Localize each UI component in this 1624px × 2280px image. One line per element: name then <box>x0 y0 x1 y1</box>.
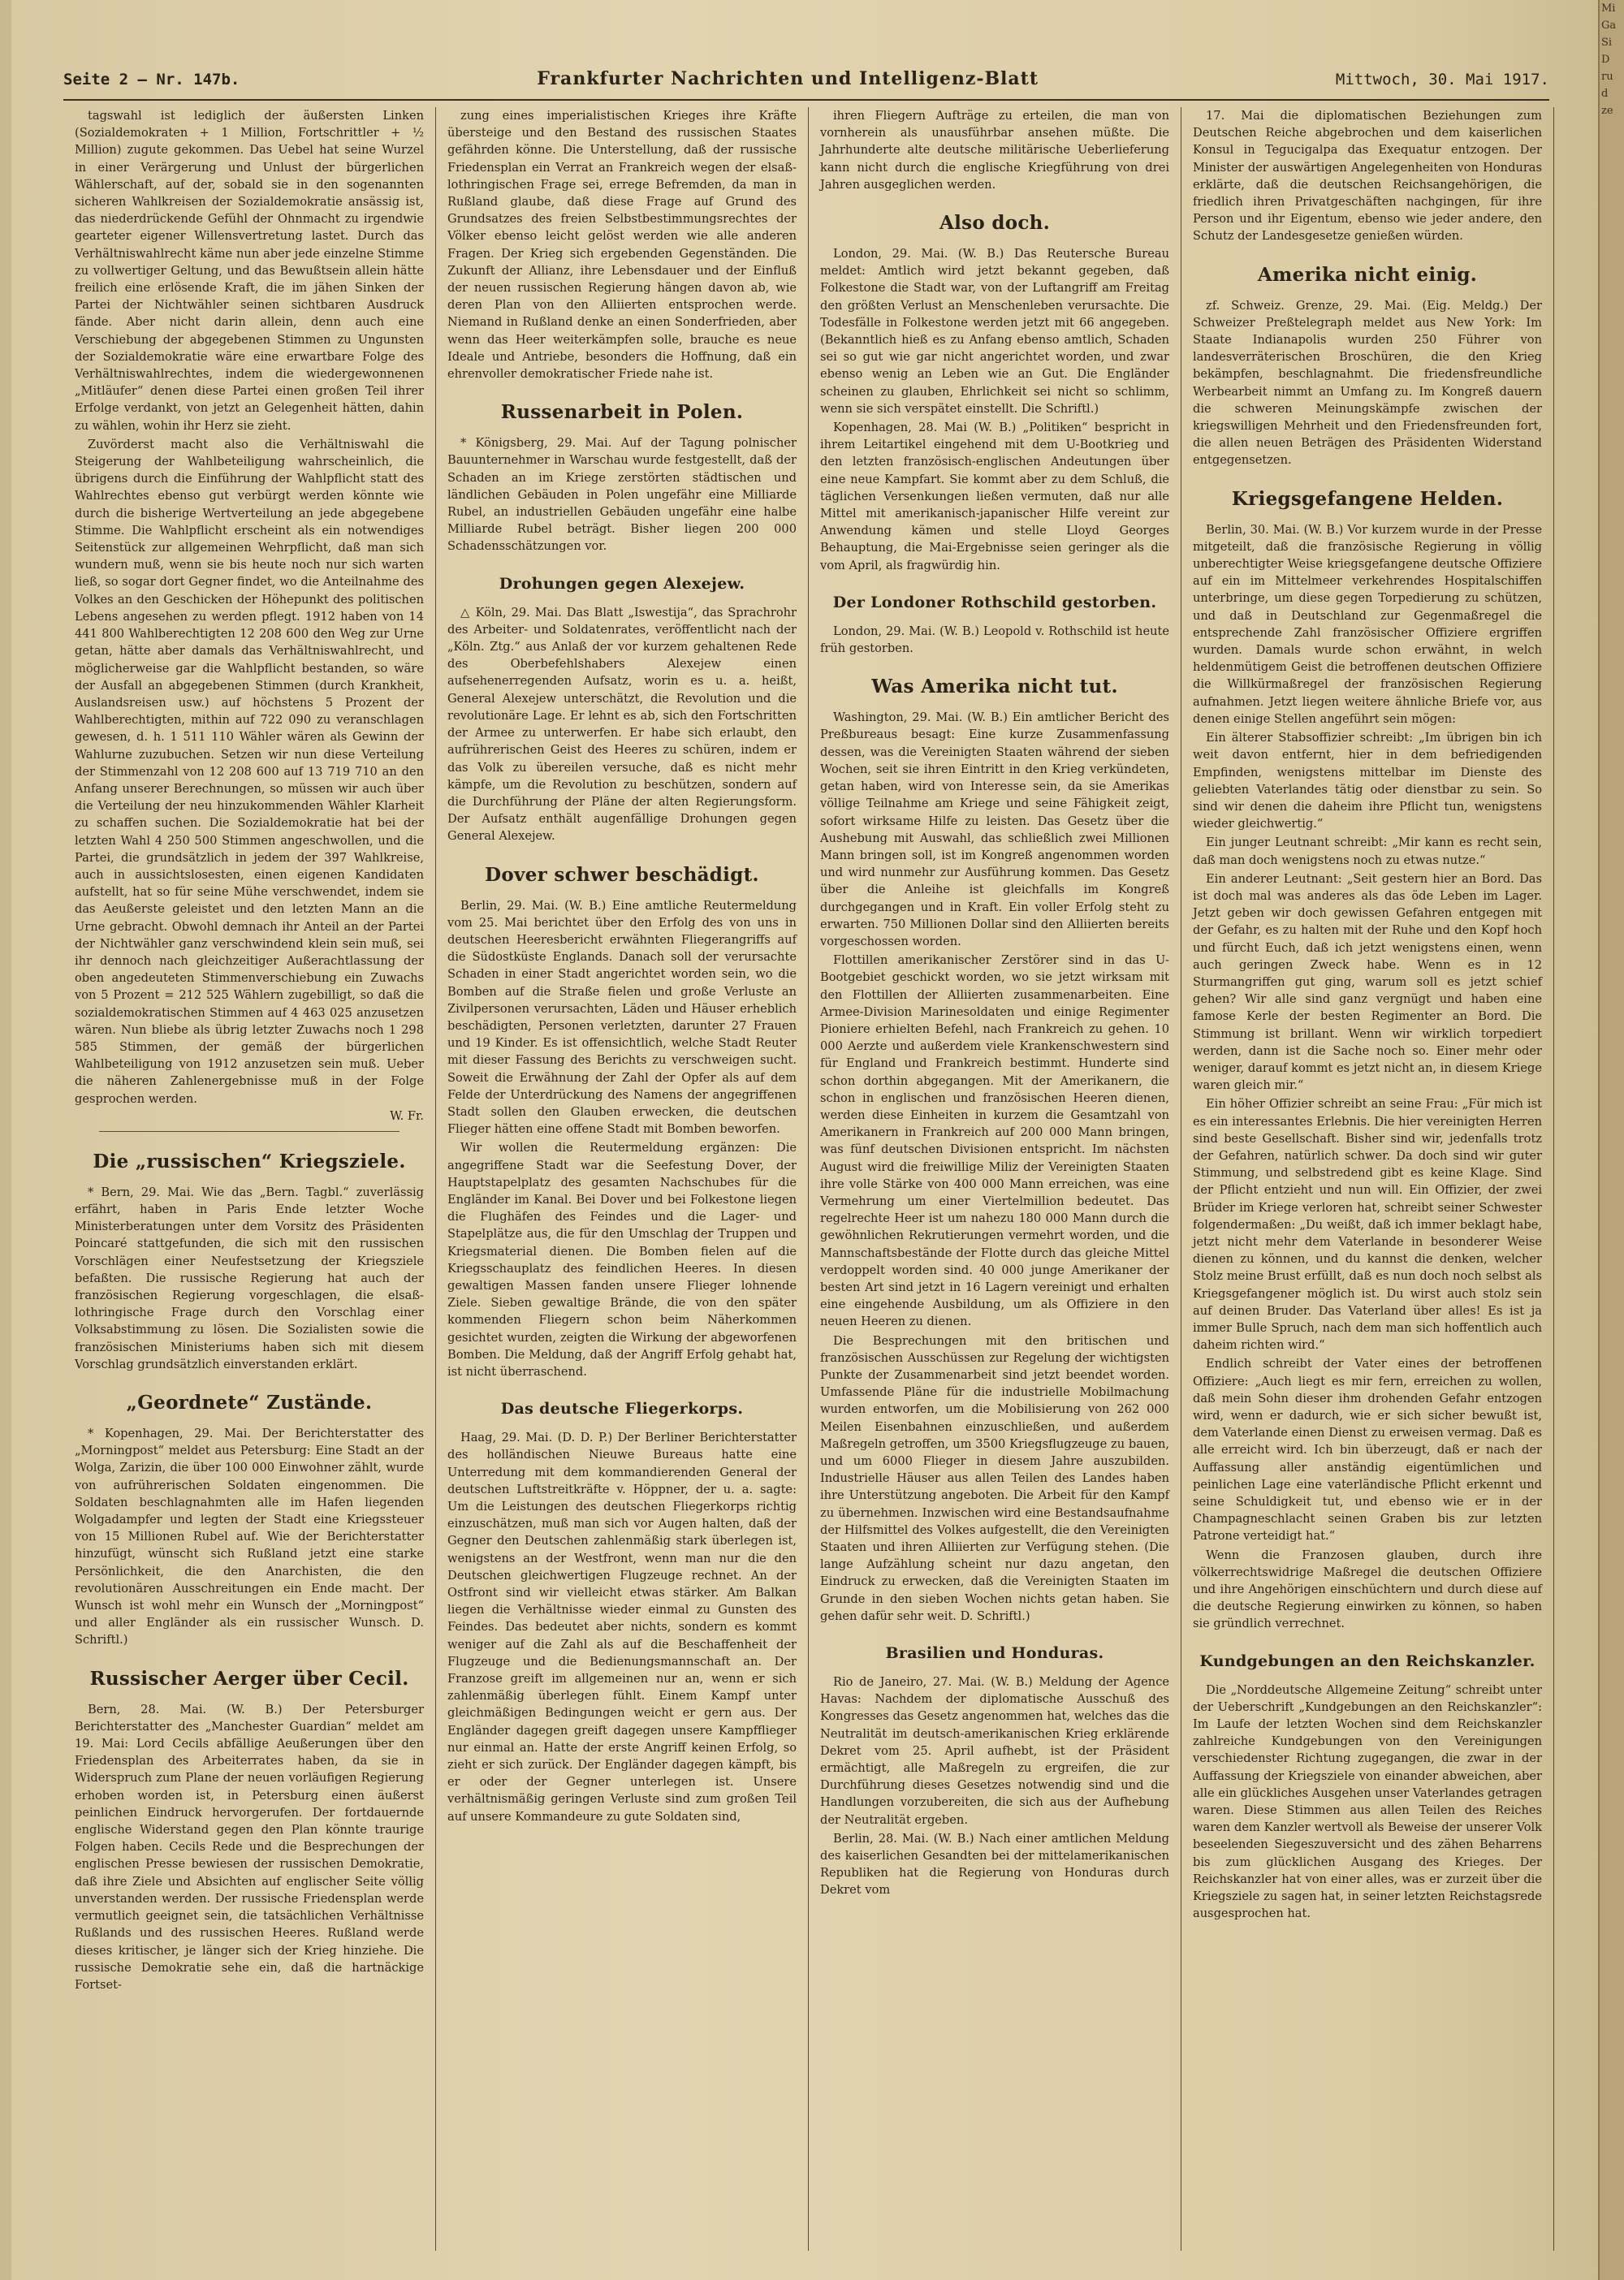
article-text: Ein älterer Stabsoffizier schreibt: „Im übrigen bin ich weit davon entfernt, hier in dem befriedigenden Empfinden, wenigstens mittelbar im Dienste des geliebten Vaterlandes tätig oder dienstbar zu sein. So sind wir denen die daheim ihre Pflicht tun, wenigstens wieder gleichwertig.“ <box>1193 731 1542 831</box>
article-text: London, 29. Mai. (W. B.) Leopold v. Rothschild ist heute früh gestorben. <box>820 624 1169 656</box>
article-text: Endlich schreibt der Vater eines der betroffenen Offiziere: „Auch liegt es mir fern, erreichen zu wollen, daß mein Sohn dieser ihm drohenden Gefahr entzogen wird, wenn er dadurch, wie er sich sicher bewußt ist, dem Vaterlande einen Dienst zu erweisen vermag. Daß es alle erreicht wird. Ich bin überzeugt, daß er nach der Auffassung aller anständig eigentümlichen und peinlichen Lage eine vaterländische Pflicht erkennt und seine Schuldigkeit tut, und ebenso wie er in der Champagneschlacht seinen Graben bis zur letzten Patrone verteidigt hat.“ <box>1193 1357 1542 1544</box>
edge-fragment: Mi <box>1601 2 1616 15</box>
article-text: * Kopenhagen, 29. Mai. Der Berichterstatter des „Morningpost“ meldet aus Petersburg: Eine Stadt an der Wolga, Zarizin, die über 100 000 Einwohner zählt, wurde von aufrührerischen Soldaten eingenommen. Die Soldaten beschlagnahmten alle im Hafen liegenden Wolgadampfer und legten der Stadt eine Kriegssteuer von 15 Millionen Rubel auf. Wie der Berichterstatter hinzufügt, wünscht sich Rußland jetzt eine starke Persönlichkeit, die den Anarchisten, die den revolutionären Ausschreitungen ein Ende macht. Der Wunsch ist wohl mehr ein Wunsch der „Morningpost“ und aller Engländer als ein russischer Wunsch. D. Schriftl.) <box>75 1427 424 1647</box>
article-text: Die „Norddeutsche Allgemeine Zeitung“ schreibt unter der Ueberschrift „Kundgebungen an den Reichskanzler“: Im Laufe der letzten Wochen sind dem Reichskanzler zahlreiche Kundgebungen von den Vereinigungen verschiedenster Richtung zugegangen, die zwar in der Auffassung der Kriegsziele von einander abweichen, aber alle ein glückliches Ausgehen unser Vaterlandes getragen waren. Diese Stimmen aus allen Teilen des Reiches waren dem Kanzler wertvoll als Beweise der unserer Volk beseelenden Siegeszuversicht und des zähen Beharrens bis zum glücklichen Ausgang des Krieges. Der Reichskanzler hat von einer alles, was er zurzeit über die Kriegsziele zu sagen hat, in seiner letzten Reichstagsrede ausgesprochen hat. <box>1193 1682 1542 1921</box>
adjacent-page-edge <box>1598 0 1624 2280</box>
column-1 <box>63 107 436 2251</box>
headline: Also doch. <box>939 212 1051 235</box>
headline: Russischer Aerger über Cecil. <box>89 1667 409 1690</box>
article-text: Ein anderer Leutnant: „Seit gestern hier an Bord. Das ist doch mal was anderes als das öde Leben im Lager. Jetzt geben wir doch gewissen Gefahren entgegen mit der Gefahr, es zu halten mit der Ruhe und den Kopf hoch und fürcht Euch, daß ich jetzt wenigstens einen, wenn auch geringen Zweck habe. Wenn es in 12 Sturmangriffen gut ging, warum soll es jetzt schief gehen? Wir alle sind ganz vergnügt und haben eine famose Kerle der besten Regimenter an Bord. Die Stimmung ist brillant. Wenn wir wirklich torpediert werden, dann ist die Sache noch so. Einer mehr oder weniger, darauf kommt es jetzt nicht an, in diesem Kriege waren gleich mir.“ <box>1193 871 1542 1093</box>
headline: Brasilien und Honduras. <box>885 1644 1104 1663</box>
article-text: Zuvörderst macht also die Verhältniswahl die Steigerung der Wahlbeteiligung wahrscheinlich, die übrigens durch die Einführung der Wahlpflicht statt des Wahlrechtes ebenso gut verbürgt werden könnte wie durch die bisherige Wertverteilung an jede abgegebene Stimme. Die Wahlpflicht erscheint als ein notwendiges Seitenstück zur allgemeinen Wehrpflicht, daß man sich wundern muß, wenn sie bis heute noch nur sich warten ließ, so sogar dort Gegner findet, wo die Anteilnahme des Volkes an den Geschicken der Höhepunkt des politischen Lebens angesehen zu werden pflegt. 1912 haben von 14 441 800 Wahlberechtigten 12 208 600 den Weg zur Urne getan, hätte aber damals das Verhältniswahlrecht, und möglicherweise gar die Wahlpflicht bestanden, so wäre der Ausfall an abgegebenen Stimmen (durch Krankheit, Auslandsreisen usw.) auf höchstens 5 Prozent der Wahlberechtigten, mithin auf 722 090 zu veranschlagen gewesen, d. h. 1 511 110 Wähler wären als Gewinn der Wahlurne zuzubuchen. Setzen wir nun diese Verteilung der Stimmenzahl von 12 208 600 auf 13 719 710 an den Anfang unserer Berechnungen, so müssen wir auch über die Verteilung der neu hinzukommenden Wähler Klarheit zu schaffen suchen. Die Sozialdemokratie hat bei der letzten Wahl 4 250 500 Stimmen angeschwollen, und die Partei, die grundsätzlich in jedem der 397 Wahlkreise, auch in aussichtslosesten, einen eigenen Kandidaten aufstellt, hat so für seine Mühe verschwendet, indem sie das Aeußerste geleistet und den letzten Mann an die Urne gebracht. Obwohl demnach ihr Anteil an der Partei der Nichtwähler ganz verschwindend klein sein muß, sei ihr dennoch nach gleichzeitiger Außerachtlassung der oben angedeuteten Stimmenverschiebung ein Zuwachs von 5 Prozent = 212 525 Wählern zugebilligt, so daß die sozialdemokratischen Stimmen auf 4 463 025 anzusetzen wären. Nun bliebe als übrig letzter Zuwachs noch 1 298 585 Stimmen, der gemäß der bürgerlichen Wahlbeteiligung von 1912 anzusetzen sein muß. Ueber die näheren Zahlenergebnisse muß in der Folge gesprochen werden. <box>75 437 424 1106</box>
author-signature: W. Fr. <box>390 1108 424 1123</box>
article-text: Berlin, 29. Mai. (W. B.) Eine amtliche Reutermeldung vom 25. Mai berichtet über den Erfolg des von uns in deutschen Heeresbericht erwähnten Fliegerangriffs auf die Südostküste Englands. Danach soll der verursachte Schaden in einer Stadt angerichtet worden sein, wo die Bomben auf die Straße fielen und große Verluste an Zivilpersonen verursachten, Läden und Häuser erheblich beschädigten, Personen verletzten, darunter 27 Frauen und 19 Kinder. Es ist offensichtlich, welche Stadt Reuter mit dieser Fassung des Berichts zu verschweigen sucht. Soweit die Erwähnung der Zahl der Opfer als auf dem Felde der Unterdrückung des Namens der angegriffenen Stadt sollen den Glauben erwecken, die deutschen Flieger hätten eine offene Stadt mit Bomben beworfen. <box>447 898 797 1137</box>
article-text: Washington, 29. Mai. (W. B.) Ein amtlicher Bericht des Preßbureaus besagt: Eine kurze Zusammenfassung dessen, was die Vereinigten Staaten während der sieben Wochen, seit sie ihren Eintritt in den Krieg verkündeten, getan haben, wird von Interesse sein, da sie Amerikas völlige Teilnahme am Kriege und seine Fähigkeit zeigt, sofort wirksame Hilfe zu leisten. Das Gesetz über die Aushebung mit Auswahl, das schließlich zwei Millionen Mann bringen soll, ist im Kongreß angenommen worden und wird nunmehr zur Ausführung kommen. Das Gesetz über die Anleihe ist gleichfalls im Kongreß durchgegangen und in Kraft. Ein voller Erfolg steht zu erwarten. 750 Millionen Dollar sind den Alliierten bereits vorgeschossen worden. <box>820 710 1169 948</box>
article-text: Flottillen amerikanischer Zerstörer sind in das U-Bootgebiet geschickt worden, wo sie jetzt wirksam mit den Flottillen der Alliierten zusammenarbeiten. Eine Armee-Division Marinesoldaten und einige Regimenter Pioniere erhielten Befehl, nach Frankreich zu gehen. 10 000 Aerzte und außerdem viele Krankenschwestern sind für England und Frankreich bestimmt. Hunderte sind schon dorthin abgegangen. Mit der Amerikanern, die schon in englischen und französischen Heeren dienen, werden diese Einheiten in kurzem die Gesamtzahl von Amerikanern in Frankreich auf 200 000 Mann bringen, was fünf deutschen Divisionen entspricht. Im nächsten August wird die freiwillige Miliz der Vereinigten Staaten ihre volle Stärke von 400 000 Mann erreichen, was eine Vermehrung um einer Viertelmillion bedeutet. Das regelrechte Heer ist um nahezu 180 000 Mann durch die gewöhnlichen Rekrutierungen vermehrt worden, und die Mannschaftsbestände der Flotte durch das gleiche Mittel verdoppelt worden sind. 40 000 junge Amerikaner der besten Art sind jetzt in 16 Lagern vereinigt und erhalten eine eingehende Ausbildung, um als Offiziere in den neuen Heeren zu dienen. <box>820 953 1169 1329</box>
issue-date: Mittwoch, 30. Mai 1917. <box>1335 71 1549 89</box>
article-text: * Königsberg, 29. Mai. Auf der Tagung polnischer Bauunternehmer in Warschau wurde festgestellt, daß der Schaden an im Kriege zerstörten städtischen und ländlichen Gebäuden in Polen ungefähr eine Milliarde Rubel, an industriellen Gebäuden ungefähr eine halbe Milliarde Rubel beträgt. Bisher liegen 200 000 Schadensschätzungen vor. <box>447 436 797 554</box>
edge-fragment: Si <box>1601 37 1613 49</box>
article-text: Bern, 28. Mai. (W. B.) Der Petersburger Berichterstatter des „Manchester Guardian“ meldet am 19. Mai: Lord Cecils abfällige Aeußerungen über den Friedensplan des Arbeiterrates haben, da sie in Widerspruch zum Plane der neuen vorläufigen Regierung erhoben worden ist, in Petersburg einen äußerst peinlichen Eindruck hervorgerufen. Der fortdauernde englische Widerstand gegen den Plan könnte traurige Folgen haben. Cecils Rede und die Besprechungen der englischen Presse bewiesen der russischen Demokratie, daß ihre Ziele und Absichten auf englischer Seite völlig unverstanden werden. Der russische Friedensplan werde vermutlich geeignet sein, die tatsächlichen Verhältnisse Rußlands und des russischen Heeres. Rußland werde dieses kritischer, je länger sich der Krieg hinziehe. Die russische Demokratie sehe ein, daß die hartnäckige Fortset- <box>75 1702 424 1992</box>
article-text: Ein junger Leutnant schreibt: „Mir kann es recht sein, daß man doch wenigstens noch zu etwas nutze.“ <box>1193 836 1542 867</box>
newspaper-title: Frankfurter Nachrichten und Intelligenz-Blatt <box>537 68 1039 89</box>
edge-fragment: D <box>1601 54 1610 66</box>
headline: Kundgebungen an den Reichskanzler. <box>1199 1652 1535 1670</box>
headline: Der Londoner Rothschild gestorben. <box>832 593 1157 611</box>
article-text: zung eines imperialistischen Krieges ihre Kräfte übersteige und den Bestand des russischen Staates gefährden könne. Die Unterstellung, daß der russische Friedensplan ein Verrat an Frankreich wegen der elsaß-lothringischen Frage sei, errege Befremden, da man in Rußland glaube, daß diese Frage auf Grund des Grundsatzes des freien Selbstbestimmungsrechtes der Völker ebenso leicht gelöst werden wie alle anderen Fragen. Der Krieg sich ergebenden Gegenständen. Die Zukunft der Allianz, ihre Lebensdauer und der Einfluß der neuen russischen Regierung hängen davon ab, wie deren Plan von den Alliierten entsprochen werde. Niemand in Rußland denke an einen Sonderfrieden, aber wenn das Heer weiterkämpfen solle, brauche es neue Ideale und Antriebe, besonders die Hoffnung, daß ein ehrenvoller demokratischer Friede nahe ist. <box>447 109 797 382</box>
masthead <box>63 68 1549 101</box>
divider <box>99 1131 400 1132</box>
headline: Dover schwer beschädigt. <box>485 863 759 886</box>
edge-fragment: ru <box>1601 71 1613 83</box>
article-text: zf. Schweiz. Grenze, 29. Mai. (Eig. Meldg.) Der Schweizer Preßtelegraph meldet aus New York: Im Staate Indianapolis wurden 250 Führer von landesverräterischen Broschüren, die den Krieg bekämpfen, beschlagnahmt. Die friedensfreundliche Werbearbeit nimmt an Umfang zu. Im Kongreß dauern die schweren Meinungskämpfe zwischen der kriegswilligen Mehrheit und den Friedensfreunden fort, die allen neuen Beträgen des Präsidenten Widerstand entgegensetzen. <box>1193 298 1542 468</box>
article-text: Ein höher Offizier schreibt an seine Frau: „Für mich ist es ein interessantes Erlebnis. Die hier vereinigten Herren sind beste Gesellschaft. Bisher sind wir, jedenfalls trotz der Gefahren, natürlich schwer. Da doch sind wir guter Stimmung, und selbstredend gibt es keine Klage. Sind der Pflicht entzieht und nun will. Ein Offizier, der zwei Brüder im Kriege verloren hat, schreibt seiner Schwester folgendermaßen: „Du weißt, daß ich immer beklagt habe, jetzt nicht mehr dem Vaterlande in besonderer Weise dienen zu können, und du kannst die denken, welcher Stolz meine Brust erfüllt, daß es nun doch noch selbst als Kriegsgefangener möglich ist. Du wirst auch stolz sein auf deinen Bruder. Das Vaterland über alles! Es ist ja immer Bulle Spruch, nach dem man sich hoffentlich auch daheim richten wird.“ <box>1193 1097 1542 1353</box>
edge-fragment: d <box>1601 88 1609 100</box>
article-text: Die Besprechungen mit den britischen und französischen Ausschüssen zur Regelung der wichtigsten Punkte der Zusammenarbeit sind jetzt beendet worden. Umfassende Pläne für die industrielle Mobilmachung wurden entworfen, um die Mobilisierung von 262 000 Meilen Eisenbahnen einzuschließen, und außerdem Maßregeln getroffen, um 3500 Kriegsflugzeuge zu bauen, und um 6000 Flieger in diesem Jahre auszubilden. Industrielle Häuser aus allen Teilen des Landes haben ihre Unterstützung angeboten. Die Arbeit für den Kampf zu übernehmen. Inzwischen wird eine Bestandsaufnahme der Hilfsmittel des Volkes aufgestellt, die den Vereinigten Staaten und ihren Alliierten zur Verfügung stehen. (Die lange Aufzählung scheint nur dazu angetan, den Eindruck zu erwecken, daß die Vereinigten Staaten im Grunde in den sieben Wochen nichts getan haben. Sie gehen dafür sehr weit. D. Schriftl.) <box>820 1333 1169 1623</box>
page-number: Seite 2 — Nr. 147b. <box>63 71 240 89</box>
column-2 <box>436 107 809 2251</box>
article-text: ihren Fliegern Aufträge zu erteilen, die man von vornherein als unausführbar ansehen müßte. Die Jahrhunderte alte deutsche militärische Ueberlieferung kann nicht durch die englische Kriegführung von drei Jahren ausgeglichen werden. <box>820 109 1169 192</box>
article-text: tagswahl ist lediglich der äußersten Linken (Sozialdemokraten + 1 Million, Fortschrittler + ½ Million) zugute gekommen. Das Uebel hat seine Wurzel in einer Verärgerung und Unlust der bürgerlichen Wählerschaft, auf der, sobald sie in den sogenannten sicheren Wahlkreisen der Sozialdemokratie ansässig ist, das niederdrückende Gefühl der Ohnmacht zu irgendwie gearteter eigener Willensvertretung lastet. Durch das Verhältniswahlrecht käme nun aber jede einzelne Stimme zu vollwertiger Geltung, und das Bewußtsein allein hätte freilich eine erlösende Kraft, die im jähen Sinken der Partei der Nichtwähler seinen sichtbaren Ausdruck fände. Aber nicht darin allein, denn auch eine Verschiebung der abgegebenen Stimmen zu Ungunsten der Sozialdemokratie wäre eine erwartbare Folge des Verhältniswahlrechtes, indem die wiedergewonnenen „Mitläufer“ denen diese Partei einen großen Teil ihrer Erfolge verdankt, von jetzt an Gelegenheit hätten, dahin zu wählen, wohin ihr Herz sie zieht. <box>75 109 424 433</box>
article-text: Wenn die Franzosen glauben, durch ihre völkerrechtswidrige Maßregel die deutschen Offiziere und ihre Angehörigen einschüchtern und durch diese auf die deutsche Regierung einwirken zu können, so haben sie gründlich verrechnet. <box>1193 1548 1542 1631</box>
headline: Amerika nicht einig. <box>1257 263 1478 286</box>
article-text: Berlin, 28. Mai. (W. B.) Nach einer amtlichen Meldung des kaiserlichen Gesandten bei der mittelamerikanischen Republiken hat die Regierung von Honduras durch Dekret vom <box>820 1831 1169 1898</box>
article-columns <box>63 107 1554 2251</box>
article-text: Rio de Janeiro, 27. Mai. (W. B.) Meldung der Agence Havas: Nachdem der diplomatische Ausschuß des Kongresses das Gesetz angenommen hat, welches das die Neutralität im deutsch-amerikanischen Krieg erklärende Dekret vom 25. April aufhebt, ist der Präsident ermächtigt, alle Maßregeln zu ergreifen, die zur Durchführung dieses Gesetzes notwendig sind und die Handlungen vorzubereiten, die sich aus der Aufhebung der Neutralität ergeben. <box>820 1675 1169 1827</box>
headline: Das deutsche Fliegerkorps. <box>500 1400 744 1419</box>
edge-fragment: ze <box>1601 105 1613 117</box>
headline: Kriegsgefangene Helden. <box>1231 487 1504 510</box>
article-text: * Bern, 29. Mai. Wie das „Bern. Tagbl.“ zuverlässig erfährt, haben in Paris Ende letzter Woche Ministerberatungen unter dem Vorsitz des Präsidenten Poincaré stattgefunden, die sich mit den russischen Vorschlägen einer Neufestsetzung der Kriegsziele befaßten. Die russische Regierung hat auch der französischen Regierung vorgeschlagen, die elsaß-lothringische Frage durch den Vorschlag einer Volksabstimmung zu lösen. Die Sozialisten sowie die französischen Ministeriums haben sich mit diesem Vorschlag grundsätzlich einverstanden erklärt. <box>75 1185 424 1371</box>
headline: Russenarbeit in Polen. <box>500 401 744 424</box>
edge-fragment: Ga <box>1601 19 1617 32</box>
headline: Die „russischen“ Kriegsziele. <box>93 1150 406 1172</box>
column-3 <box>809 107 1181 2251</box>
article-text: Berlin, 30. Mai. (W. B.) Vor kurzem wurde in der Presse mitgeteilt, daß die französische Regierung in völlig unberechtigter Weise kriegsgefangene deutsche Offiziere auf ein im Mittelmeer verkehrendes Hospitalschiffen unterbringe, um diese gegen Torpedierung zu schützen, und daß in Deutschland zur Gegenmaßregel die entsprechende Zahl französischer Offiziere ergriffen wurden. Damals wurde schon erwähnt, in welch heldenmütigem Geist die betroffenen deutschen Offiziere die Willkürmaßregel der französischen Regierung aufnahmen. Jetzt liegen weitere ähnliche Briefe vor, aus denen einige Stellen angeführt sein mögen: <box>1193 522 1542 726</box>
headline: „Geordnete“ Zustände. <box>126 1392 373 1414</box>
headline: Was Amerika nicht tut. <box>871 676 1118 698</box>
article-text: Haag, 29. Mai. (D. D. P.) Der Berliner Berichterstatter des holländischen Nieuwe Bureaus hatte eine Unterredung mit dem kommandierenden General der deutschen Luftstreitkräfte v. Höppner, der u. a. sagte: Um die Leistungen des deutschen Fliegerkorps richtig einzuschätzen, muß man sich vor Augen halten, daß der Gegner den Deutschen zahlenmäßig stark überlegen ist, wenigstens an der Westfront, wenn man nur die den Deutschen gleichwertigen Flugzeuge rechnet. An der Ostfront sind wir vielleicht etwas stärker. Am Balkan liegen die Verhältnisse wieder einmal zu Gunsten des Feindes. Das bedeutet aber nichts, sondern es kommt weniger auf die Zahl als auf die Beschaffenheit der Flugzeuge und die Bedienungsmannschaft an. Der Franzose greift im allgemeinen nur an, wenn er sich zahlenmäßig überlegen fühlt. Einem Kampf unter gleichmäßigen Bedingungen weicht er gern aus. Der Engländer dagegen greift dagegen unsere Kampfflieger nur einmal an. Hatte der erste Angriff keinen Erfolg, so zieht er sich zurück. Der Engländer dagegen kämpft, bis er oder der Gegner unterlegen ist. Unsere verhältnismäßig geringen Verluste sind zum großen Teil auf unsere Kommandeure zu gute Soldaten sind, <box>447 1431 797 1824</box>
column-4 <box>1181 107 1554 2251</box>
article-text: London, 29. Mai. (W. B.) Das Reutersche Bureau meldet: Amtlich wird jetzt bekannt gegeben, daß Folkestone die Stadt war, von der Luftangriff am Freitag den größten Verlust an Menschenleben verursachte. Die Todesfälle in Folkestone werden jetzt mit 66 angegeben. (Bekanntlich hieß es zu Anfang ebenso amtlich, Schaden sei so gut wie gar nicht angerichtet worden, und zwar ebenso wenig an Leben wie an Gut. Die Engländer scheinen zu glauben, Ehrlichkeit sei nicht so schlimm, wenn sie sich verspätet einstellt. Die Schriftl.) <box>820 247 1169 416</box>
newspaper-page <box>11 0 1603 2280</box>
article-text: 17. Mai die diplomatischen Beziehungen zum Deutschen Reiche abgebrochen und dem kaiserlichen Konsul in Tegucigalpa das Exequatur entzogen. Der Minister der auswärtigen Angelegenheiten von Honduras erklärte, daß die deutschen Reichsangehörigen, die friedlich ihren Privatgeschäften nachgingen, für ihre Person und ihr Eigentum, ebenso wie jeder andere, den Schutz der Landesgesetze genießen würden. <box>1193 109 1542 244</box>
article-text: △ Köln, 29. Mai. Das Blatt „Iswestija“, das Sprachrohr des Arbeiter- und Soldatenrates, veröffentlicht nach der „Köln. Ztg.“ aus Anlaß der vor kurzem gehaltenen Rede des Oberbefehlshabers Alexejew einen aufsehenerregenden Aufsatz, worin es u. a. heißt, General Alexejew unterschätzt, die Revolution und die revolutionäre Lage. Er lehnt es ab, sich den Fortschritten der Armee zu unterwerfen. Er habe sich erlaubt, den aufrührerischen Geist des Heeres zu schüren, indem er das Volk zu übereilen versuche, daß es nicht mehr kämpfe, um die Revolution zu beschützen, sondern auf die Durchführung der Pläne der alten Regierungsform. Der Aufsatz enthält augenfällige Drohungen gegen General Alexejew. <box>447 605 797 844</box>
article-text: Wir wollen die Reutermeldung ergänzen: Die angegriffene Stadt war die Seefestung Dover, der Hauptstapelplatz des gesamten Nachschubes für die Engländer im Kanal. Bei Dover und bei Folkestone liegen die Flughäfen des Feindes und die Lager- und Stapelplätze aus, die für den Umschlag der Truppen und Kriegsmaterial dienen. Die Bomben fielen auf die Kriegsschauplatz des feindlichen Heeres. In diesen gewaltigen Massen fanden unsere Flieger lohnende Ziele. Sieben gewaltige Brände, die von den später kommenden Fliegern schon beim Näherkommen gesichtet wurden, zeigten die Wirkung der abgeworfenen Bomben. Die Meldung, daß der Angriff Erfolg gehabt hat, ist nicht überraschend. <box>447 1141 797 1379</box>
headline: Drohungen gegen Alexejew. <box>499 574 745 593</box>
article-text: Kopenhagen, 28. Mai (W. B.) „Politiken“ bespricht in ihrem Leitartikel eingehend mit dem U-Bootkrieg und den letzten französisch-englischen Andeutungen über eine neue Kampfart. Sie kommt aber zu dem Schluß, die täglichen Versenkungen ließen vermuten, daß nur alle Mittel mit amerikanisch-japanischer Hilfe vereint zur Anwendung kämen und stelle Lloyd Georges Behauptung, die Mai-Ergebnisse seien geringer als die vom April, als fragwürdig hin. <box>820 421 1169 572</box>
